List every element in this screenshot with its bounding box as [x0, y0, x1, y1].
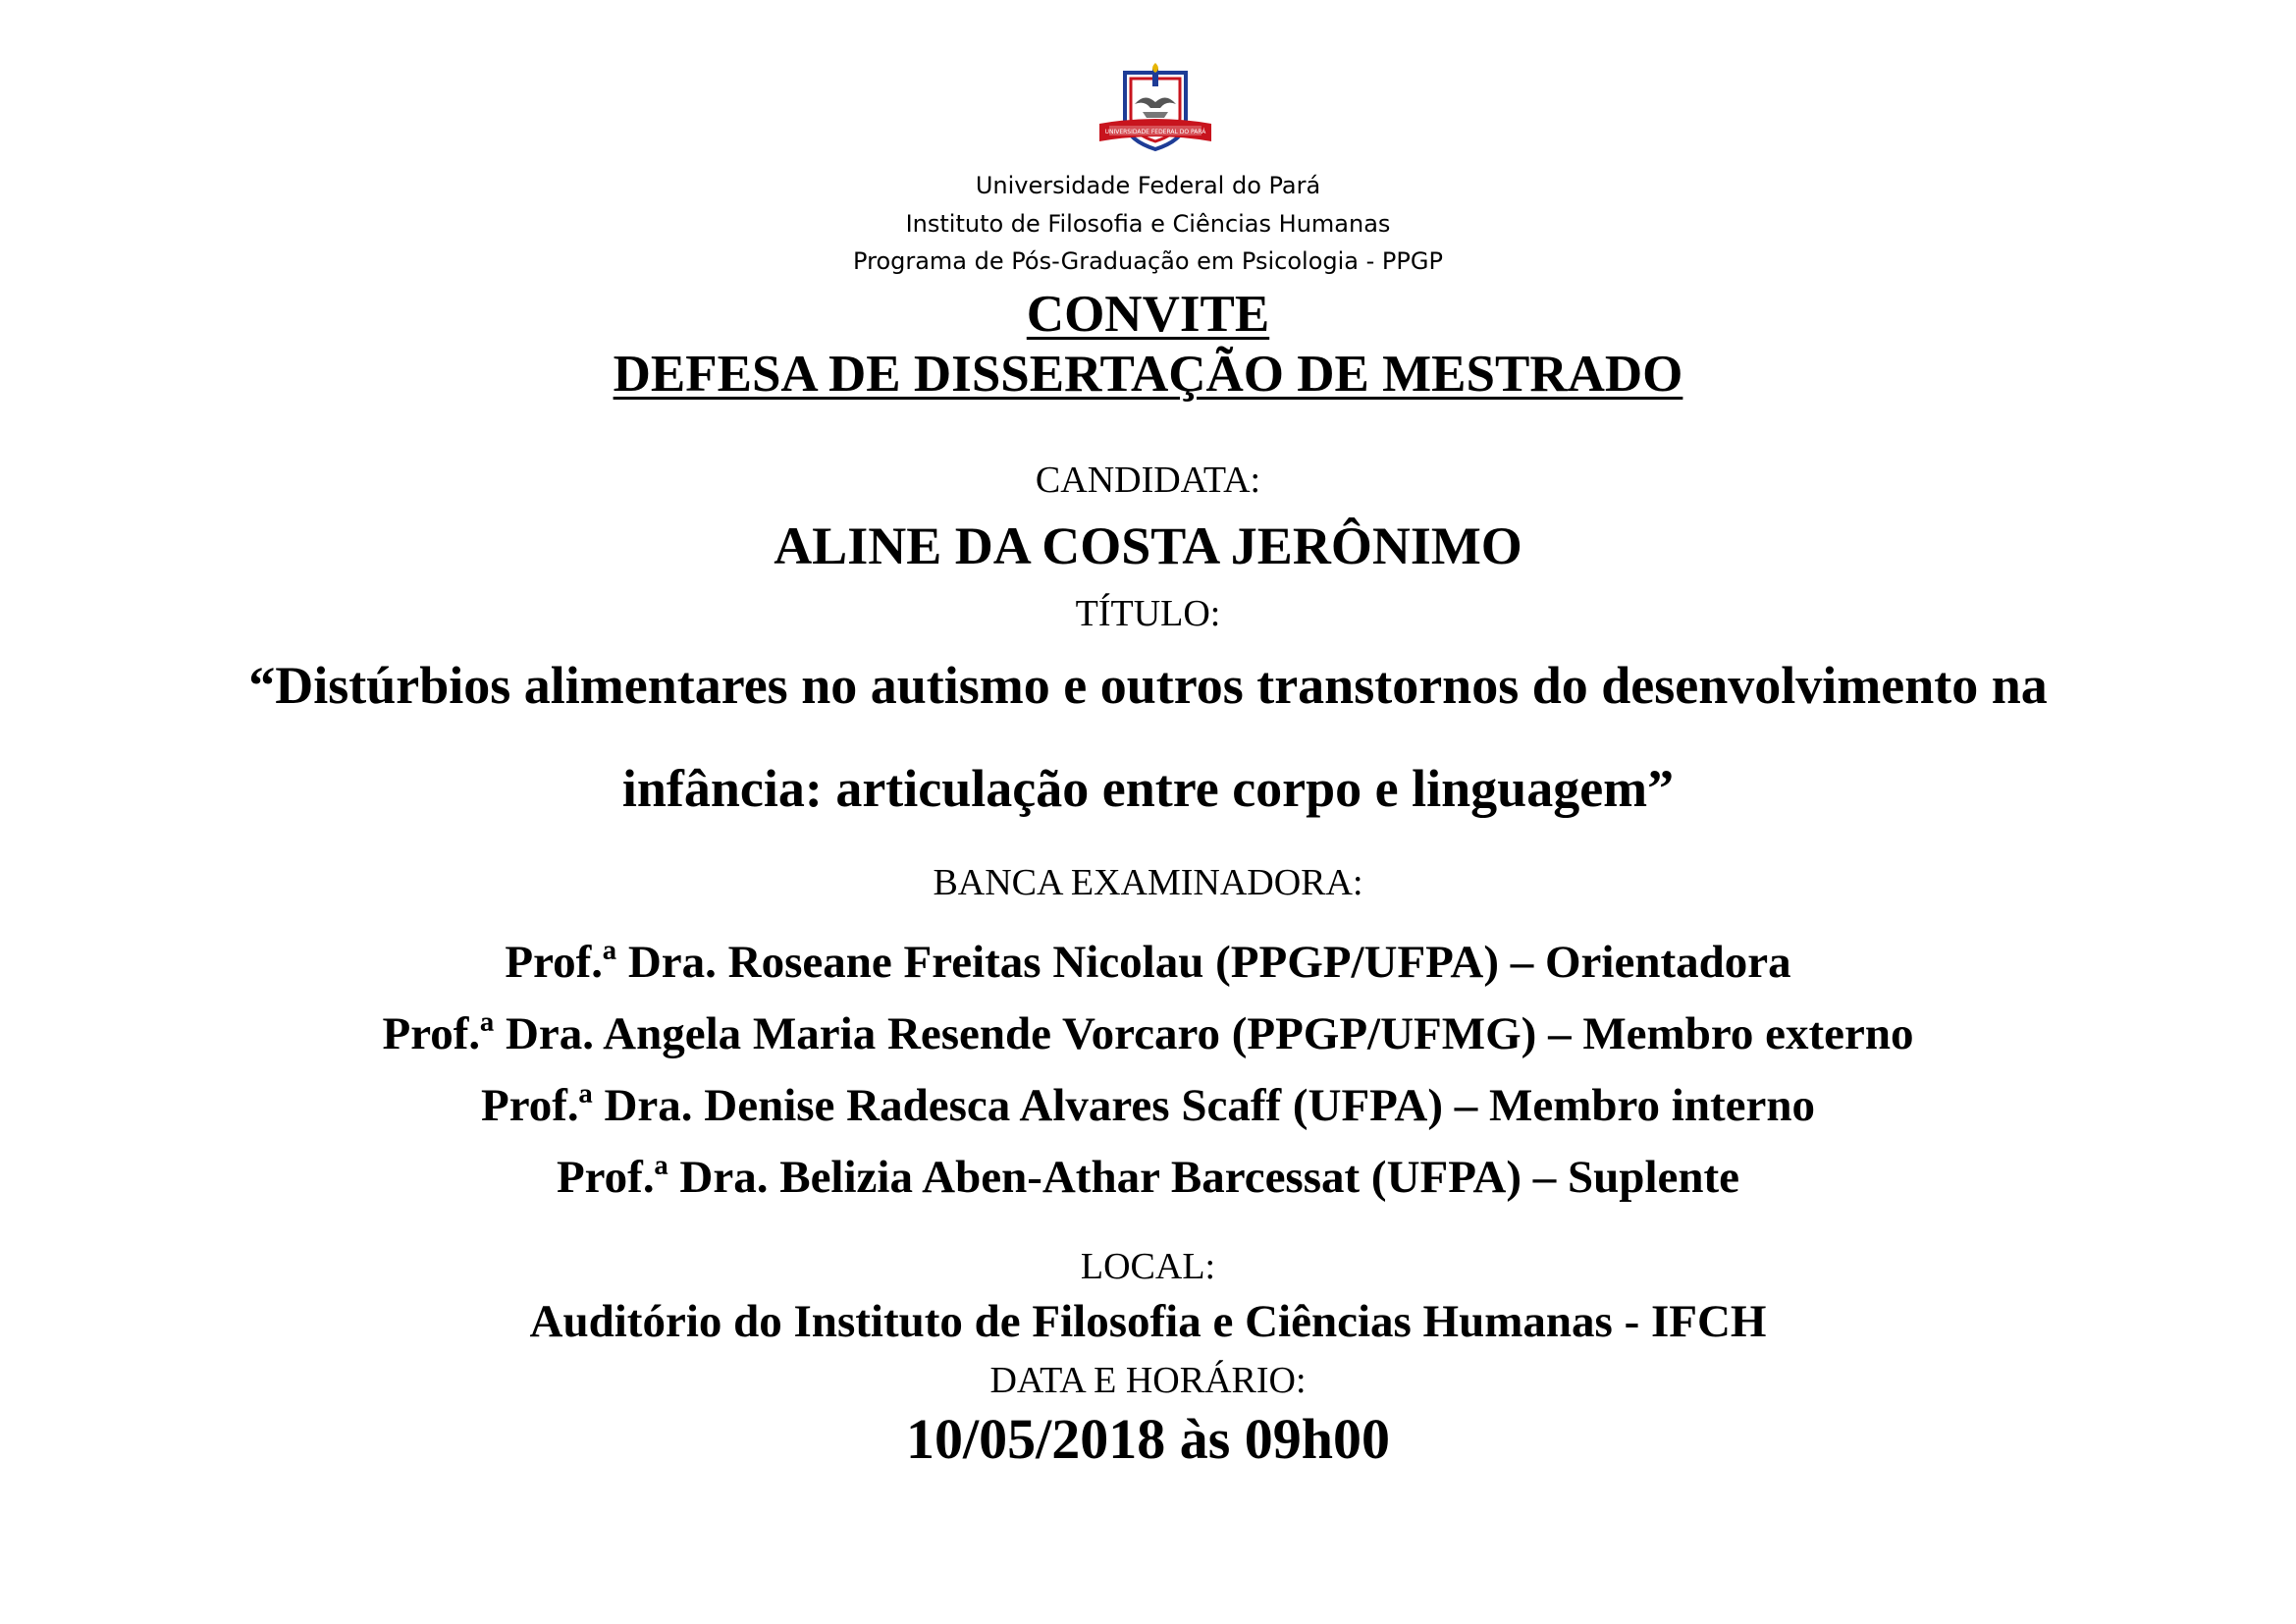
institute-name: Instituto de Filosofia e Ciências Humanas	[905, 210, 1391, 238]
committee-label: BANCA EXAMINADORA:	[933, 862, 1363, 903]
location-value: Auditório do Instituto de Filosofia e Ciências Humanas - IFCH	[529, 1296, 1767, 1347]
committee-member: Prof.ª Dra. Denise Radesca Alvares Scaff (UFPA) – Membro interno	[481, 1080, 1815, 1131]
schedule-value: 10/05/2018 às 09h00	[905, 1407, 1391, 1471]
thesis-label: TÍTULO:	[1075, 593, 1221, 634]
committee-member: Prof.ª Dra. Belizia Aben-Athar Barcessat (UFPA) – Suplente	[556, 1152, 1740, 1203]
svg-text:UNIVERSIDADE FEDERAL DO PARÁ: UNIVERSIDADE FEDERAL DO PARÁ	[1104, 129, 1206, 135]
invitation-title: CONVITE	[1026, 286, 1270, 343]
ufpa-crest-logo	[1095, 63, 1215, 157]
schedule-label: DATA E HORÁRIO:	[989, 1360, 1307, 1401]
program-name: Programa de Pós-Graduação em Psicologia - PPGP	[853, 247, 1443, 275]
committee-member: Prof.ª Dra. Roseane Freitas Nicolau (PPGP/UFPA) – Orientadora	[505, 937, 1791, 988]
thesis-title-line-1: “Distúrbios alimentares no autismo e outros transtornos do desenvolvimento na	[248, 656, 2048, 715]
event-title: DEFESA DE DISSERTAÇÃO DE MESTRADO	[613, 346, 1683, 403]
committee-member: Prof.ª Dra. Angela Maria Resende Vorcaro (PPGP/UFMG) – Membro externo	[382, 1008, 1914, 1059]
candidate-label: CANDIDATA:	[1035, 460, 1261, 501]
thesis-title-line-2: infância: articulação entre corpo e linguagem”	[621, 759, 1675, 818]
university-name: Universidade Federal do Pará	[975, 172, 1321, 199]
location-label: LOCAL:	[1080, 1246, 1216, 1287]
candidate-name: ALINE DA COSTA JERÔNIMO	[774, 516, 1522, 575]
